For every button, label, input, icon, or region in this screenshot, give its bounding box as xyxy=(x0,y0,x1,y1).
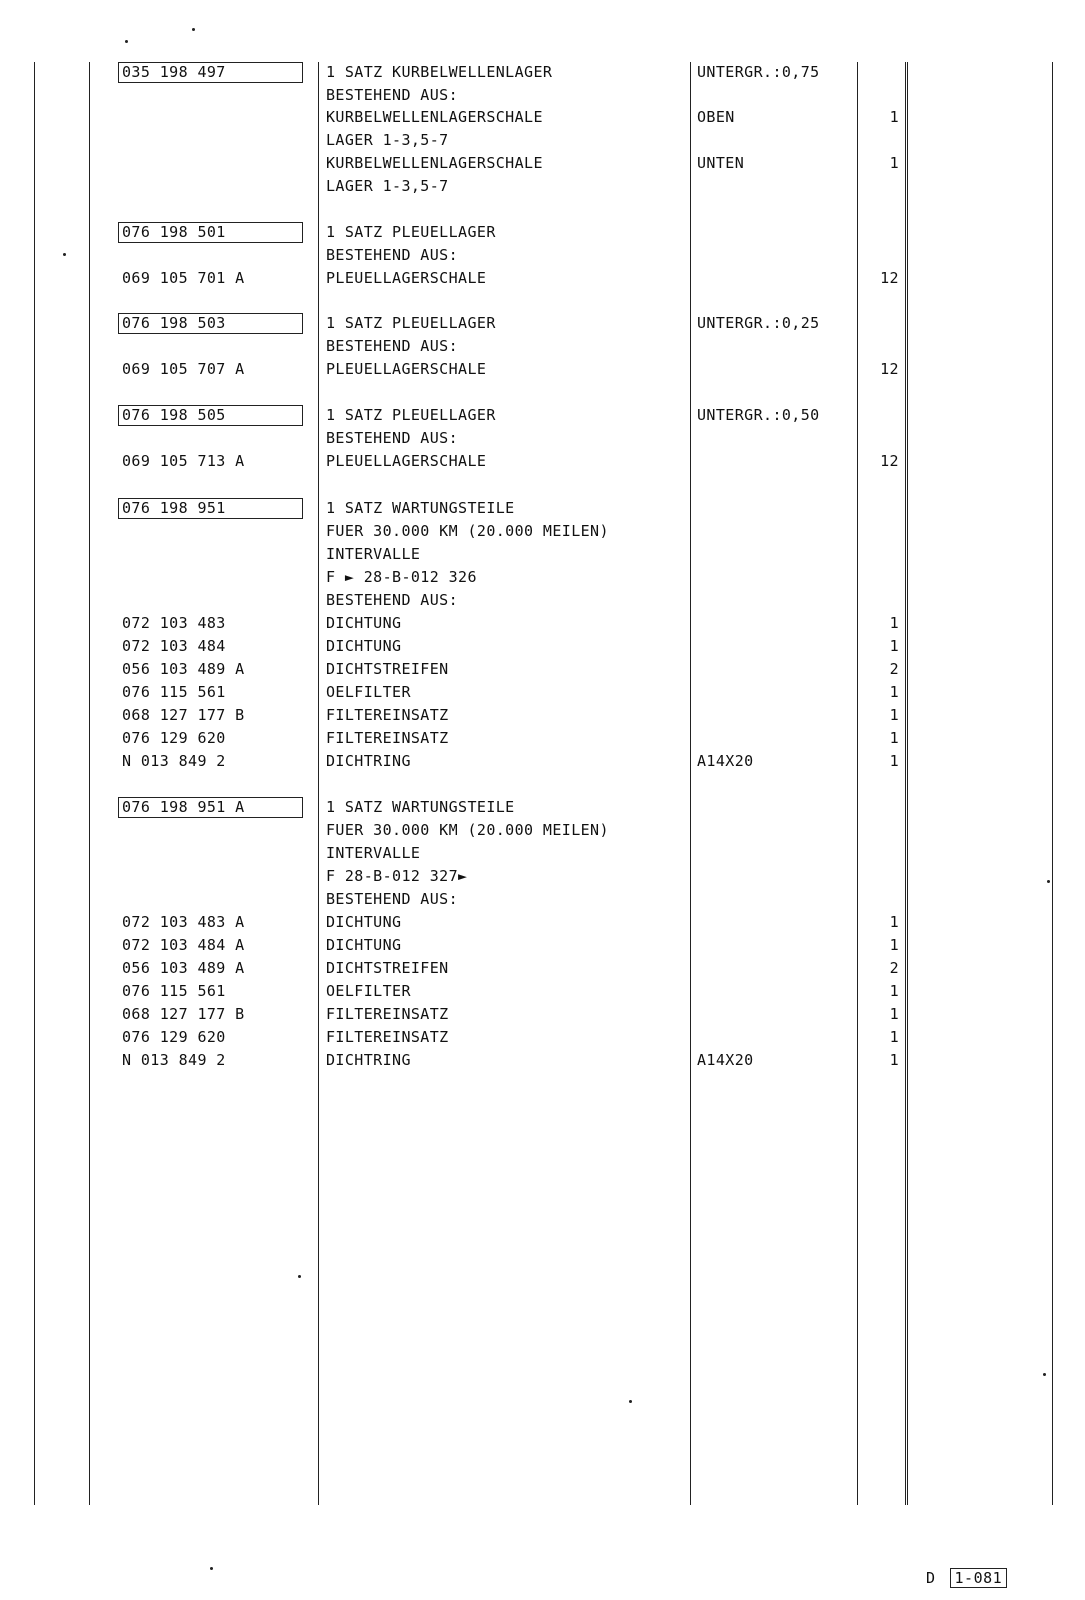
table-row xyxy=(0,129,1085,152)
table-row xyxy=(0,796,1085,819)
part-description: DICHTUNG xyxy=(326,936,402,954)
scan-speck xyxy=(298,1275,301,1278)
part-description: DICHTRING xyxy=(326,1051,411,1069)
part-quantity: 1 xyxy=(889,1005,899,1023)
part-description: OELFILTER xyxy=(326,982,411,1000)
part-quantity: 2 xyxy=(889,959,899,977)
table-row xyxy=(0,520,1085,543)
table-row xyxy=(0,543,1085,566)
part-number: 076 129 620 xyxy=(122,1028,226,1046)
part-number: 069 105 707 A xyxy=(122,360,245,378)
table-row xyxy=(0,152,1085,175)
table-row xyxy=(0,727,1085,750)
part-description: DICHTSTREIFEN xyxy=(326,660,449,678)
set-part-number xyxy=(122,312,303,335)
part-description: 1 SATZ PLEUELLAGER xyxy=(326,314,496,332)
part-number: 072 103 483 xyxy=(122,614,226,632)
set-part-number xyxy=(122,404,303,427)
table-row xyxy=(0,681,1085,704)
part-number-box: 076 198 503 xyxy=(118,313,303,334)
scan-speck xyxy=(63,253,66,256)
table-row xyxy=(0,865,1085,888)
table-row xyxy=(0,1049,1085,1072)
footer-prefix: D xyxy=(926,1569,936,1587)
part-number: 076 129 620 xyxy=(122,729,226,747)
table-row xyxy=(0,635,1085,658)
part-number: 076 115 561 xyxy=(122,982,226,1000)
table-row xyxy=(0,497,1085,520)
part-description: BESTEHEND AUS: xyxy=(326,86,459,104)
part-remark: UNTERGR.:0,50 xyxy=(697,406,820,424)
part-number: 068 127 177 B xyxy=(122,706,245,724)
part-description: FILTEREINSATZ xyxy=(326,1005,449,1023)
set-part-number xyxy=(122,796,303,819)
part-description: OELFILTER xyxy=(326,683,411,701)
part-description: DICHTUNG xyxy=(326,637,402,655)
part-description: INTERVALLE xyxy=(326,844,421,862)
table-row xyxy=(0,61,1085,84)
part-description: INTERVALLE xyxy=(326,545,421,563)
part-quantity: 1 xyxy=(889,706,899,724)
part-quantity: 1 xyxy=(889,683,899,701)
table-row xyxy=(0,404,1085,427)
part-number: 068 127 177 B xyxy=(122,1005,245,1023)
table-row xyxy=(0,750,1085,773)
part-remark: OBEN xyxy=(697,108,735,126)
part-description: FUER 30.000 KM (20.000 MEILEN) xyxy=(326,522,609,540)
table-row xyxy=(0,612,1085,635)
part-remark: A14X20 xyxy=(697,1051,754,1069)
table-row xyxy=(0,888,1085,911)
part-description: PLEUELLAGERSCHALE xyxy=(326,360,487,378)
part-number: 072 103 484 xyxy=(122,637,226,655)
part-description: FILTEREINSATZ xyxy=(326,1028,449,1046)
part-description: FILTEREINSATZ xyxy=(326,729,449,747)
part-description: KURBELWELLENLAGERSCHALE xyxy=(326,108,543,126)
part-description: FUER 30.000 KM (20.000 MEILEN) xyxy=(326,821,609,839)
part-description: PLEUELLAGERSCHALE xyxy=(326,269,487,287)
part-description: KURBELWELLENLAGERSCHALE xyxy=(326,154,543,172)
part-number-box: 076 198 951 A xyxy=(118,797,303,818)
part-remark: A14X20 xyxy=(697,752,754,770)
part-quantity: 1 xyxy=(889,108,899,126)
table-row xyxy=(0,175,1085,198)
part-description: 1 SATZ WARTUNGSTEILE xyxy=(326,499,515,517)
part-remark: UNTEN xyxy=(697,154,745,172)
table-row xyxy=(0,84,1085,107)
table-row xyxy=(0,911,1085,934)
part-description: BESTEHEND AUS: xyxy=(326,246,459,264)
table-row xyxy=(0,819,1085,842)
part-description: F ► 28-B-012 326 xyxy=(326,568,477,586)
part-description: F 28-B-012 327► xyxy=(326,867,468,885)
table-row xyxy=(0,267,1085,290)
table-row xyxy=(0,704,1085,727)
part-quantity: 12 xyxy=(880,452,899,470)
part-description: DICHTRING xyxy=(326,752,411,770)
table-row xyxy=(0,106,1085,129)
part-quantity: 1 xyxy=(889,154,899,172)
part-description: BESTEHEND AUS: xyxy=(326,429,459,447)
part-number: 069 105 713 A xyxy=(122,452,245,470)
part-quantity: 1 xyxy=(889,637,899,655)
part-description: FILTEREINSATZ xyxy=(326,706,449,724)
set-part-number xyxy=(122,61,303,84)
part-quantity: 1 xyxy=(889,729,899,747)
table-row xyxy=(0,335,1085,358)
part-quantity: 12 xyxy=(880,360,899,378)
part-description: BESTEHEND AUS: xyxy=(326,591,459,609)
scan-speck xyxy=(192,28,195,31)
table-row xyxy=(0,312,1085,335)
scan-speck xyxy=(125,40,128,43)
part-number: N 013 849 2 xyxy=(122,1051,226,1069)
part-description: 1 SATZ PLEUELLAGER xyxy=(326,406,496,424)
table-row xyxy=(0,358,1085,381)
part-number: 056 103 489 A xyxy=(122,660,245,678)
table-row xyxy=(0,658,1085,681)
part-number: N 013 849 2 xyxy=(122,752,226,770)
part-quantity: 1 xyxy=(889,982,899,1000)
part-number-box: 076 198 505 xyxy=(118,405,303,426)
part-number-box: 035 198 497 xyxy=(118,62,303,83)
part-description: 1 SATZ KURBELWELLENLAGER xyxy=(326,63,553,81)
table-row xyxy=(0,566,1085,589)
part-number: 056 103 489 A xyxy=(122,959,245,977)
part-description: DICHTUNG xyxy=(326,913,402,931)
part-quantity: 1 xyxy=(889,936,899,954)
table-row xyxy=(0,244,1085,267)
table-row xyxy=(0,221,1085,244)
part-number: 076 115 561 xyxy=(122,683,226,701)
part-quantity: 2 xyxy=(889,660,899,678)
part-number: 072 103 483 A xyxy=(122,913,245,931)
page-number: 1-081 xyxy=(950,1568,1008,1588)
part-quantity: 1 xyxy=(889,1051,899,1069)
part-description: BESTEHEND AUS: xyxy=(326,337,459,355)
set-part-number xyxy=(122,497,303,520)
table-row xyxy=(0,934,1085,957)
part-description: DICHTSTREIFEN xyxy=(326,959,449,977)
part-quantity: 12 xyxy=(880,269,899,287)
part-quantity: 1 xyxy=(889,614,899,632)
part-description: BESTEHEND AUS: xyxy=(326,890,459,908)
table-row xyxy=(0,589,1085,612)
part-number-box: 076 198 951 xyxy=(118,498,303,519)
part-description: LAGER 1-3,5-7 xyxy=(326,131,449,149)
table-row xyxy=(0,842,1085,865)
scan-speck xyxy=(629,1400,632,1403)
part-description: PLEUELLAGERSCHALE xyxy=(326,452,487,470)
scan-speck xyxy=(1047,880,1050,883)
part-quantity: 1 xyxy=(889,913,899,931)
table-row xyxy=(0,450,1085,473)
table-row xyxy=(0,427,1085,450)
part-quantity: 1 xyxy=(889,752,899,770)
part-description: DICHTUNG xyxy=(326,614,402,632)
part-description: LAGER 1-3,5-7 xyxy=(326,177,449,195)
part-number-box: 076 198 501 xyxy=(118,222,303,243)
part-number: 072 103 484 A xyxy=(122,936,245,954)
scan-speck xyxy=(210,1567,213,1570)
part-description: 1 SATZ PLEUELLAGER xyxy=(326,223,496,241)
part-remark: UNTERGR.:0,75 xyxy=(697,63,820,81)
table-row xyxy=(0,957,1085,980)
part-quantity: 1 xyxy=(889,1028,899,1046)
part-remark: UNTERGR.:0,25 xyxy=(697,314,820,332)
set-part-number xyxy=(122,221,303,244)
part-description: 1 SATZ WARTUNGSTEILE xyxy=(326,798,515,816)
table-row xyxy=(0,1026,1085,1049)
table-row xyxy=(0,1003,1085,1026)
scan-speck xyxy=(1043,1373,1046,1376)
page-footer xyxy=(926,1568,1007,1588)
part-number: 069 105 701 A xyxy=(122,269,245,287)
table-row xyxy=(0,980,1085,1003)
